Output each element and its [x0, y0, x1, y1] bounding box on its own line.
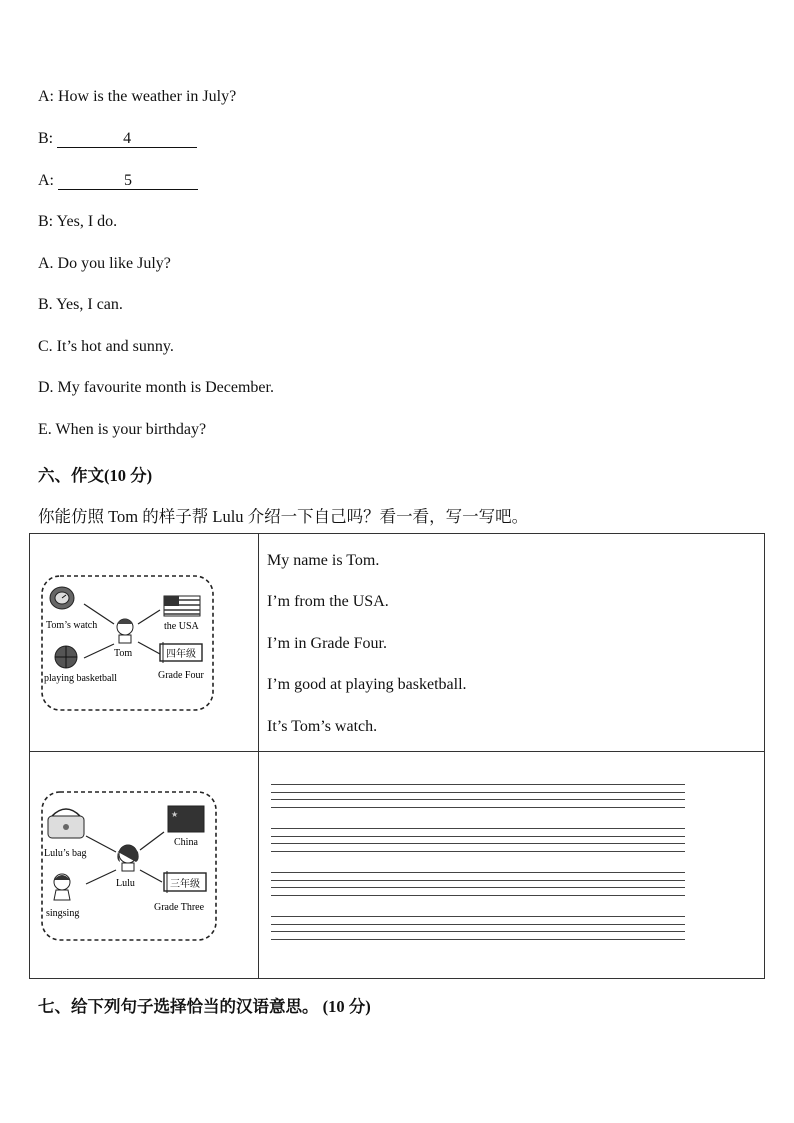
svg-text:★: ★ [171, 810, 179, 819]
lulu-hobby-label: singsing [46, 908, 80, 919]
lulu-bag-label: Lulu’s bag [44, 848, 87, 859]
tom-grade-sign: 四年级 [166, 649, 196, 660]
tom-sentences-cell [259, 534, 765, 752]
dialogue-line-3 [38, 172, 198, 190]
dialogue-line-1 [38, 88, 236, 106]
tom-figure-icon [117, 619, 133, 643]
dialogue-text: Yes, I do. [56, 213, 118, 230]
watch-icon [50, 587, 74, 609]
tom-name-label: Tom [114, 648, 133, 659]
section-7-title: 七、给下列句子选择恰当的汉语意思。 (10 分) [38, 997, 371, 1016]
lulu-picture-cell [30, 752, 259, 979]
china-flag-icon [168, 806, 204, 832]
tom-sentence-2: I’m from the USA. [267, 593, 389, 610]
tom-grade-label: Grade Four [158, 670, 204, 681]
tom-mindmap [40, 574, 215, 719]
dialogue-line-4 [38, 213, 117, 231]
speaker: B: [38, 130, 54, 147]
lulu-grade-sign: 三年级 [170, 879, 200, 890]
speaker: A: [38, 172, 54, 189]
section-6-title: 六、作文(10 分) [38, 466, 153, 485]
tom-sport-label: playing basketball [44, 673, 118, 684]
tom-country-label: the USA [164, 621, 199, 632]
lulu-country-label: China [174, 837, 198, 848]
lulu-figure-icon [117, 845, 138, 871]
tom-sentence-5: It’s Tom’s watch. [267, 718, 378, 735]
speaker: A: [38, 88, 54, 105]
option-e: E. When is your birthday? [38, 421, 207, 438]
composition-table [29, 533, 765, 979]
answer-blank-5[interactable]: 5 [58, 173, 198, 190]
answer-blank-4[interactable]: 4 [57, 131, 197, 148]
lulu-grade-label: Grade Three [154, 902, 205, 913]
lulu-name-label: Lulu [116, 878, 135, 889]
bag-icon [48, 809, 84, 838]
tom-sentence-4: I’m good at playing basketball. [267, 676, 467, 693]
tom-watch-label: Tom’s watch [46, 620, 98, 631]
lulu-writing-cell[interactable] [259, 752, 765, 979]
dialogue-text: How is the weather in July? [58, 88, 237, 105]
usa-flag-icon [164, 596, 200, 616]
basketball-icon [55, 646, 77, 668]
singing-girl-icon [54, 874, 70, 900]
tom-sentence-1: My name is Tom. [267, 552, 380, 569]
option-b: B. Yes, I can. [38, 296, 123, 313]
dialogue-line-2 [38, 130, 197, 148]
tom-sentence-3: I’m in Grade Four. [267, 635, 387, 652]
option-c: C. It’s hot and sunny. [38, 338, 174, 355]
lulu-mindmap [40, 790, 218, 950]
option-a: A. Do you like July? [38, 255, 171, 272]
tom-picture-cell [30, 534, 259, 752]
option-d: D. My favourite month is December. [38, 379, 274, 396]
section-6-instruction: 你能仿照 Tom 的样子帮 Lulu 介绍一下自己吗？看一看，写一写吧。 [38, 507, 529, 526]
speaker: B: [38, 213, 54, 230]
